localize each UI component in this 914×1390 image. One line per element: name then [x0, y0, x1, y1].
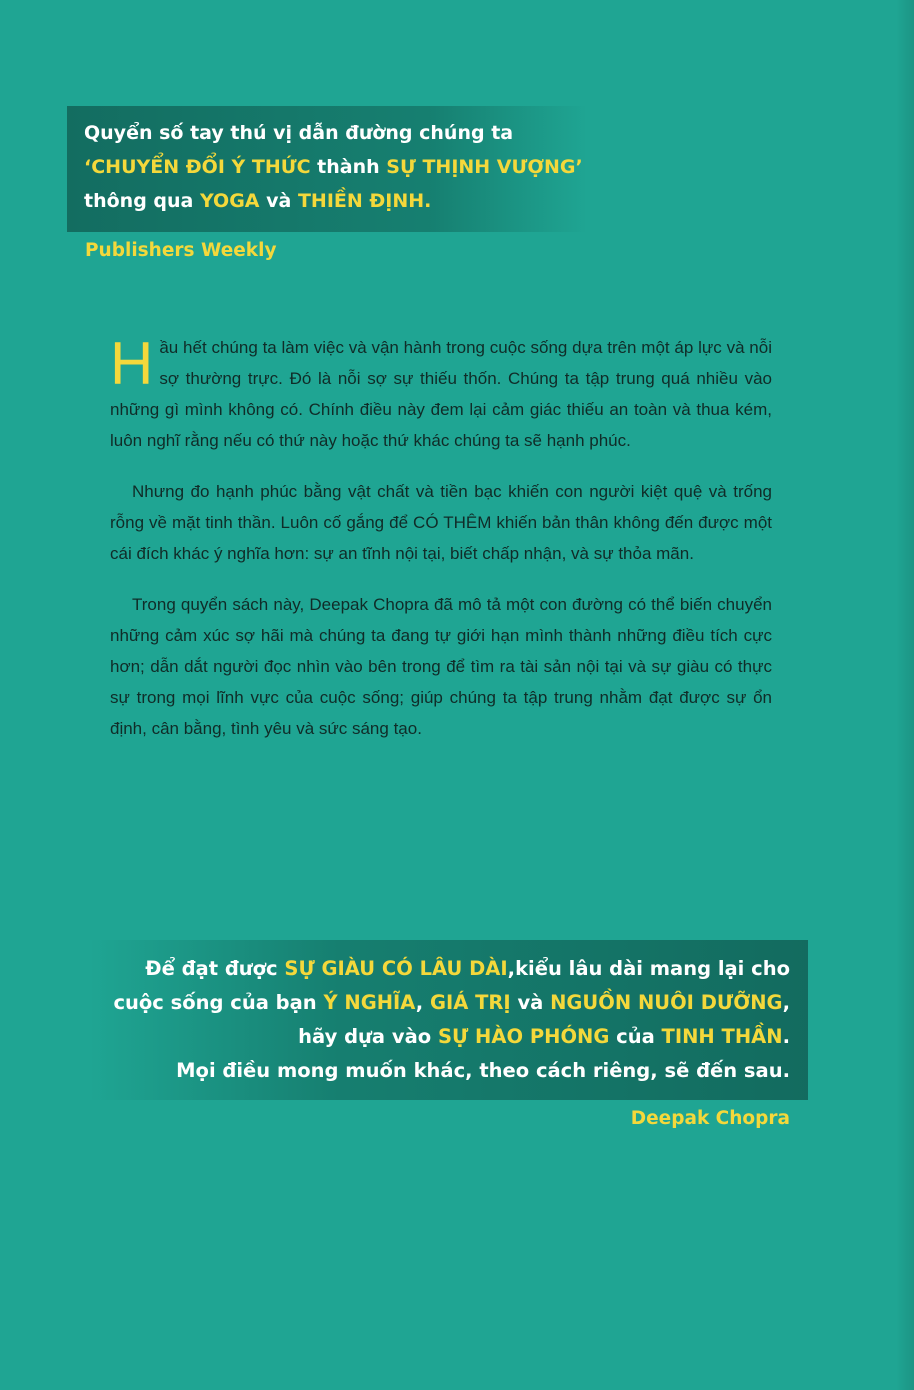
highlight-text: SỰ GIÀU CÓ LÂU DÀI: [284, 957, 508, 980]
top-quote-line-2: ‘CHUYỂN ĐỔI Ý THỨC thành SỰ THỊNH VƯỢNG’: [84, 156, 583, 178]
drop-cap: H: [110, 330, 154, 397]
body-text: [110, 332, 772, 764]
highlight-text: TINH THẦN: [661, 1025, 783, 1048]
bottom-quote-line-1: Để đạt được SỰ GIÀU CÓ LÂU DÀI,kiểu lâu dài mang lại cho: [145, 957, 790, 980]
bottom-quote-line-4: Mọi điều mong muốn khác, theo cách riêng, sẽ đến sau.: [176, 1059, 790, 1082]
paragraph-2: Nhưng đo hạnh phúc bằng vật chất và tiền bạc khiến con người kiệt quệ và trống rỗng về mặt tinh thần. Luôn cố gắng để CÓ THÊM khiến bản thân không đến được một cái đích khác ý nghĩa hơn: sự an tĩnh nội tại, biết chấp nhận, và sự thỏa mãn.: [110, 482, 772, 563]
top-quote-line-3: thông qua YOGA và THIỀN ĐỊNH.: [84, 190, 432, 212]
paragraph-1: Hầu hết chúng ta làm việc và vận hành trong cuộc sống dựa trên một áp lực và nỗi sợ thường trực. Đó là nỗi sợ sự thiếu thốn. Chúng ta tập trung quá nhiều vào những gì mình không có. Chính điều này đem lại cảm giác thiếu an toàn và thua kém, luôn nghĩ rằng nếu có thứ này hoặc thứ khác chúng ta sẽ hạnh phúc.: [110, 330, 772, 450]
highlight-text: GIÁ TRỊ: [429, 991, 511, 1014]
bottom-quote-line-2: cuộc sống của bạn Ý NGHĨA, GIÁ TRỊ và NGUỒN NUÔI DƯỠNG,: [113, 991, 790, 1014]
highlight-text: SỰ THỊNH VƯỢNG’: [386, 156, 583, 178]
highlight-text: SỰ HÀO PHÓNG: [437, 1025, 610, 1048]
highlight-text: YOGA: [199, 190, 260, 212]
page-edge-shadow: [896, 0, 914, 1390]
top-attribution: Publishers Weekly: [85, 240, 277, 261]
highlight-text: Ý NGHĨA: [323, 991, 416, 1014]
paragraph-3: Trong quyển sách này, Deepak Chopra đã mô tả một con đường có thể biến chuyển những cảm xúc sợ hãi mà chúng ta đang tự giới hạn mình thành những điều tích cực hơn; dẫn dắt người đọc nhìn vào bên trong để tìm ra tài sản nội tại và sự giàu có thực sự trong mọi lĩnh vực của cuộc sống; giúp chúng ta tập trung nhằm đạt được sự ổn định, cân bằng, tình yêu và sức sáng tạo.: [110, 595, 772, 738]
bottom-attribution: Deepak Chopra: [630, 1108, 790, 1129]
bottom-quote-line-3: hãy dựa vào SỰ HÀO PHÓNG của TINH THẦN.: [298, 1025, 790, 1048]
bottom-quote-box: [90, 940, 808, 1100]
top-quote-box: [67, 106, 587, 232]
highlight-text: ‘CHUYỂN ĐỔI Ý THỨC: [84, 156, 311, 178]
highlight-text: THIỀN ĐỊNH.: [297, 190, 432, 212]
highlight-text: NGUỒN NUÔI DƯỠNG: [550, 991, 783, 1014]
top-quote-line-1: Quyển số tay thú vị dẫn đường chúng ta: [84, 122, 514, 144]
